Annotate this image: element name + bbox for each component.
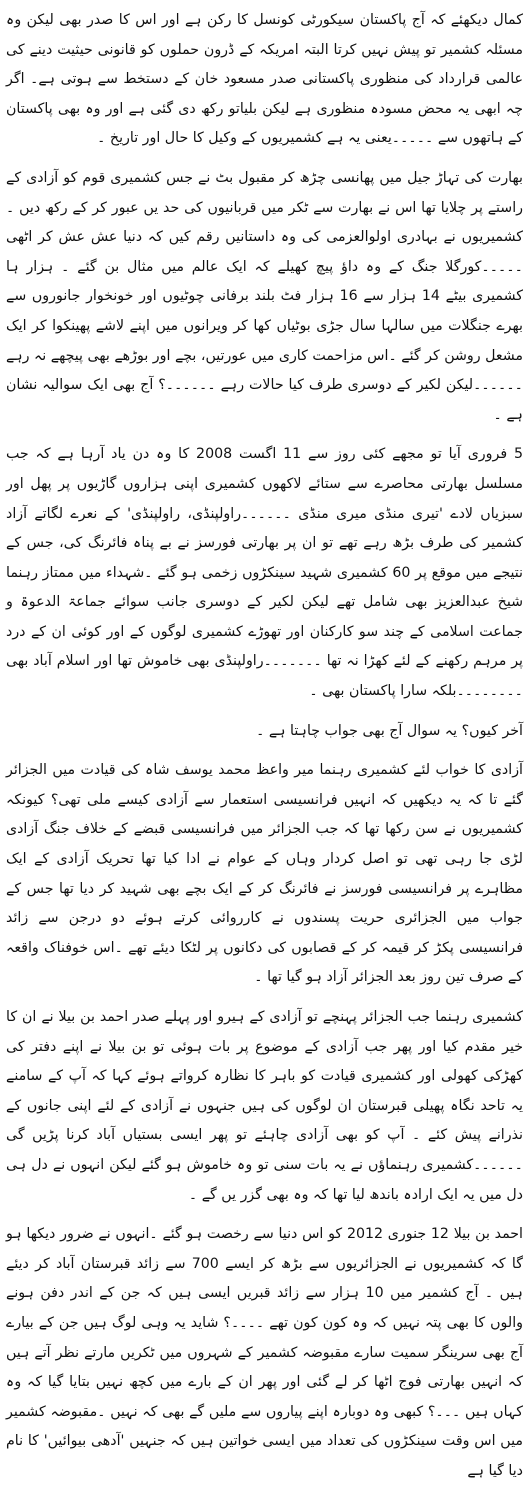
- article-paragraph-5: آزادی کا خواب لئے کشمیری رہنما میر واعظ محمد یوسف شاہ کی قیادت میں الجزائر گئے تا کہ یہ دیکھیں کہ انہیں فرانسیسی استعمار سے آزادی کیسے ملی تھی؟ کیونکہ کشمیریوں نے سن رکھا تھا کہ جب الجزائر میں فرانسیسی قبضے کے خلاف جنگ آزادی لڑی جا رہی تھی تو اصل کردار وہاں کے عوام نے ادا کیا تھا تحریک آزادی کے ایک مظاہرے پر فرانسیسی فورسز نے فائرنگ کر کے ایک بچے بھی شہید کر دیا تھا جس کے جواب میں الجزائری حریت پسندوں نے کارروائی کرتے ہوئے دو درجن سے زائد فرانسیسی پکڑ کر قیمہ کر کے قصابوں کی دکانوں پر لٹکا دیئے تھے ۔اس خوفناک واقعہ کے صرف تین روز بعد الجزائر آزاد ہو گیا تھا ۔: [6, 762, 523, 986]
- article-paragraph-6: کشمیری رہنما جب الجزائر پہنچے تو آزادی کے ہیرو اور پہلے صدر احمد بن بیلا نے ان کا خیر مقدم کیا اور پھر جب آزادی کے موضوع پر بات ہوئی تو بن بیلا نے اپنے دفتر کی کھڑکی کھولی اور کشمیری قیادت کو باہر کا نظارہ کرواتے ہوئے کہا کہ آپ کے سامنے یہ تاحد نگاہ پھیلی قبرستان ان لوگوں کی ہیں جنہوں نے آزادی کے لئے اپنی جانوں کے نذرانے پیش کئے ۔ آپ کو بھی آزادی چاہئے تو پھر ایسی بستیاں آباد کرنا پڑیں گی ۔۔۔۔۔۔کشمیری رہنماؤں نے یہ بات سنی تو وہ خاموش ہو گئے لیکن انہوں نے دل ہی دل میں یہ ایک ارادہ باندھ لیا تھا کہ وہ بھی گزر یں گے ۔: [6, 1009, 523, 1203]
- article-paragraph-1: کمال دیکھئے کہ آج پاکستان سیکورٹی کونسل کا رکن ہے اور اس کا صدر بھی لیکن وہ مسئلہ کشمیر تو پیش نہیں کرتا البتہ امریکہ کے ڈرون حملوں کو قانونی حیثیت دینے کی عالمی قرارداد کی منظوری پاکستانی صدر مسعود خان کے دستخط سے ہوتی ہے۔ اگر چہ ابھی یہ محض مسودہ منظوری ہے لیکن بلیاتو رکھ دی گئی ہے اور وہ بھی پاکستان کے ہاتھوں سے ۔۔۔۔۔یعنی یہ ہے کشمیریوں کے وکیل کا حال اور تاریخ ۔: [6, 12, 523, 147]
- article-paragraph-7: احمد بن بیلا 12 جنوری 2012 کو اس دنیا سے رخصت ہو گئے ۔انہوں نے ضرور دیکھا ہو گا کہ کشمیریوں نے الجزائریوں سے بڑھ کر ایسے 700 سے زائد قبرستان آباد کر دیئے ہیں ۔ آج کشمیر میں 10 ہزار سے زائد قبریں ایسی ہیں کہ جن کے اندر دفن ہونے والوں کا بھی پتہ نہیں کہ وہ کون کون تھے ۔۔۔۔؟ شاید یہ وہی لوگ ہیں جن کے بیارے آج بھی سرینگر سمیت سارے مقبوضہ کشمیر کے شہروں میں ٹکریں مارتے نظر آتے ہیں کہ انہیں بھارتی فوج اٹھا کر لے گئی اور پھر ان کے بارے میں کچھ نہیں بتایا گیا کہ وہ کہاں ہیں ۔۔۔؟ کبھی وہ دوبارہ اپنے پیاروں سے ملیں گے بھی کہ نہیں ۔مقبوضہ کشمیر میں اس وقت سینکڑوں کی تعداد میں ایسی خواتین ہیں کہ جنہیں 'آدھی بیوائیں' کا نام دیا گیا ہے: [6, 1226, 523, 1479]
- article-paragraph-2: بھارت کی تہاڑ جیل میں پھانسی چڑھ کر مقبول بٹ نے جس کشمیری قوم کو آزادی کے راستے پر چلایا تھا اس نے بھارت سے ٹکر میں قربانیوں کی حد یں عبور کر کے رکھ دیں ۔کشمیریوں نے بہادری اولوالعزمی کی وہ داستانیں رقم کیں کہ دنیا عش عش کر اٹھی ۔۔۔۔۔کورگلا جنگ کے وہ داؤ پیچ کھیلے کہ ایک عالم میں مثال بن گئے ۔ ہزار ہا کشمیری بیٹے 14 ہزار سے 16 ہزار فٹ بلند برفانی چوٹیوں اور خونخوار جانوروں سے بھرے جنگلات میں سالہا سال جڑی بوٹیاں کھا کر ویرانوں میں اپنے لاشے پھینکوا کر ایک مشعل روشن کر گئے ۔اس مزاحمت کاری میں عورتیں، بچے اور بوڑھے بھی پیچھے نہ رہے ۔۔۔۔۔۔لیکن لکیر کے دوسری طرف کیا حالات رہے ۔۔۔۔۔۔؟ آج بھی ایک سوالیہ نشان ہے ۔: [6, 169, 523, 423]
- article-paragraph-3: 5 فروری آیا تو مجھے کئی روز سے 11 اگست 2008 کا وہ دن یاد آرہا ہے کہ جب مسلسل بھارتی محاصرے سے ستائے لاکھوں کشمیری اپنی ہزاروں گاڑیوں پر پھل اور سبزیاں لادے 'تیری منڈی میری منڈی ۔۔۔۔۔۔راولپنڈی، راولپنڈی' کے نعرے لگاتے آزاد کشمیر کی طرف بڑھ رہے تھے تو ان پر بھارتی فورسز نے بے پناہ فائرنگ کی، جس کے نتیجے میں موقع پر 60 کشمیری شہید سینکڑوں زخمی ہو گئے ۔شہداء میں ممتاز رہنما شیخ عبدالعزیز بھی شامل تھے لیکن لکیر کے دوسری جانب سوائے جماعۃ الدعوۃ و جماعت اسلامی کے چند سو کارکنان اور تھوڑے کشمیری لوگوں کے اور کوئی ان کے درد پر مرہم رکھنے کے لئے کھڑا نہ تھا ۔۔۔۔۔۔۔راولپنڈی بھی خاموش تھا اور اسلام آباد بھی ۔۔۔۔۔۔۔۔بلکہ سارا پاکستان بھی ۔: [6, 446, 524, 700]
- article-paragraph-4: آخر کیوں؟ یہ سوال آج بھی جواب چاہتا ہے ۔: [256, 722, 523, 739]
